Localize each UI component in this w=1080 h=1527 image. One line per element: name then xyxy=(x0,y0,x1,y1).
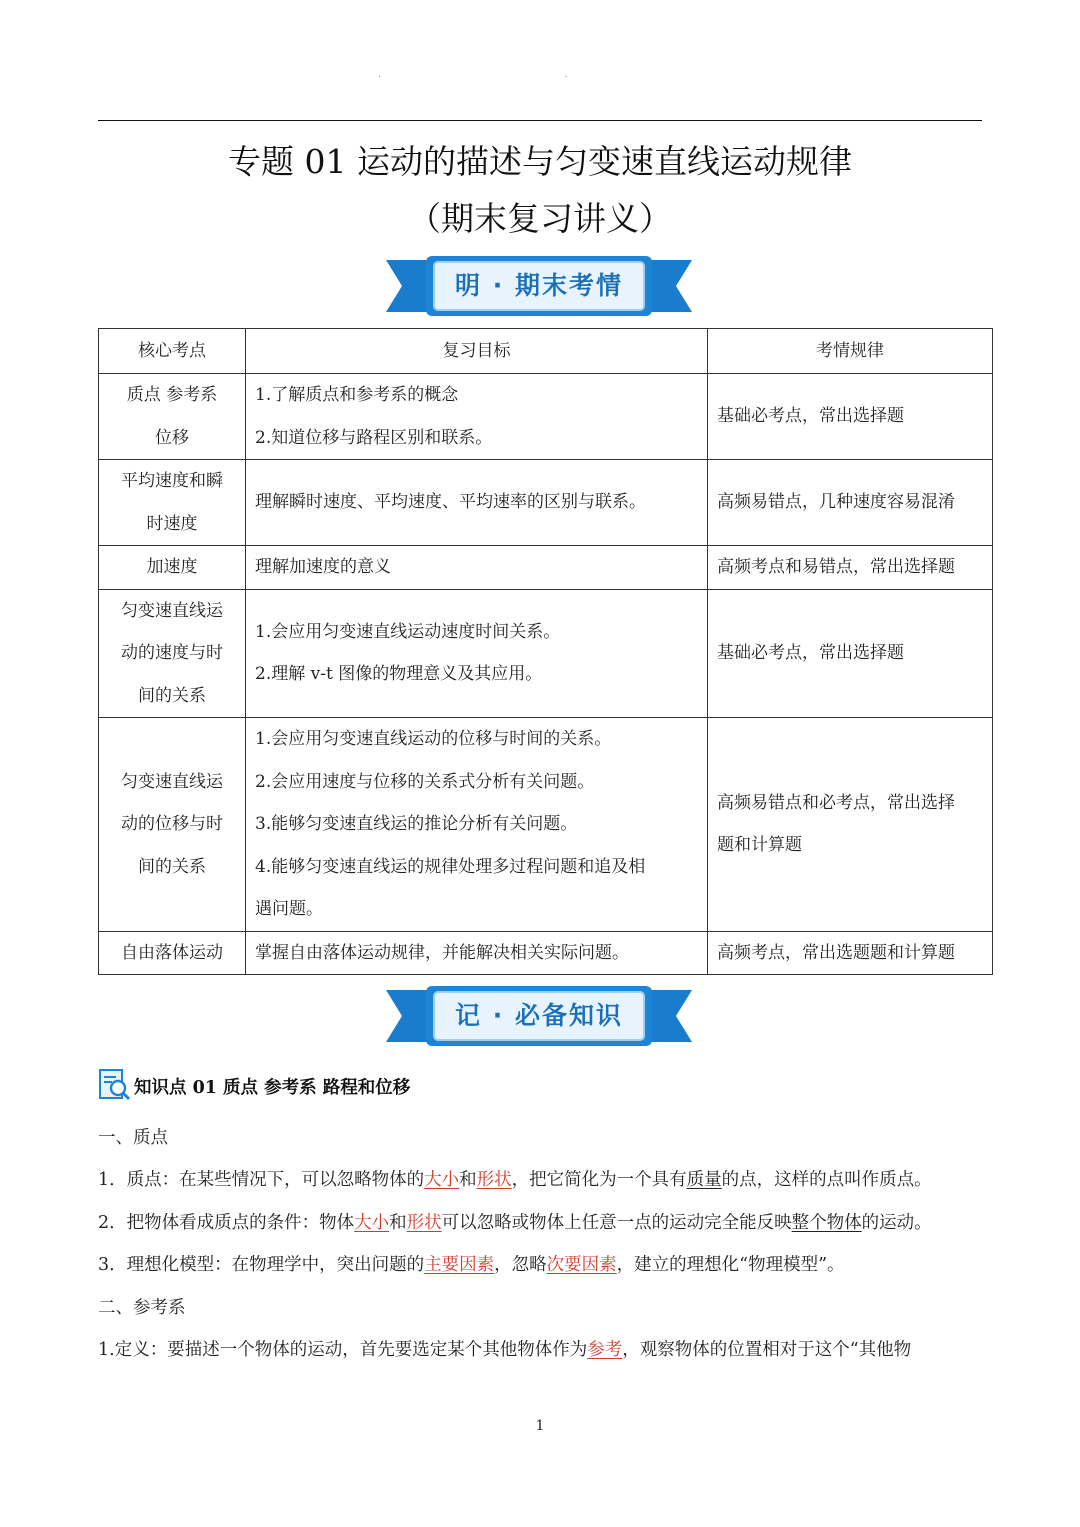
cell-line: 1.了解质点和参考系的概念 xyxy=(255,385,459,405)
text-run: 和 xyxy=(459,1170,477,1190)
page-number: 1 xyxy=(535,1418,545,1434)
text-run: 可以忽略或物体上任意一点的运动完全能反映 xyxy=(441,1213,792,1233)
cell-line: 掌握自由落体运动规律，并能解决相关实际问题。 xyxy=(255,942,629,963)
cell-line: 匀变速直线运 xyxy=(121,600,223,621)
cell-line: 动的速度与时 xyxy=(121,643,223,663)
underlined-keyword: 主要因素 xyxy=(424,1255,495,1275)
magnifier-document-icon xyxy=(98,1068,132,1102)
pattern-cell xyxy=(708,374,993,460)
paragraph-particle-definition xyxy=(98,1166,932,1191)
text-run: 1．质点：在某些情况下，可以忽略物体的 xyxy=(98,1170,425,1190)
topic-cell xyxy=(99,374,246,460)
cell-line: 间的关系 xyxy=(138,856,206,877)
header-watermark: · · xyxy=(378,72,658,83)
page-title: 专题 01 运动的描述与匀变速直线运动规律 xyxy=(228,142,852,181)
pattern-cell xyxy=(708,931,993,975)
table-row xyxy=(99,546,993,590)
pattern-cell xyxy=(708,718,993,932)
paragraph-ideal-model xyxy=(98,1251,845,1276)
cell-line: 高频易错点和必考点，常出选择 xyxy=(717,792,955,813)
cell-line: 1.会应用匀变速直线运动速度时间关系。 xyxy=(255,621,561,642)
pattern-cell xyxy=(708,460,993,546)
page-subtitle: （期末复习讲义） xyxy=(408,199,672,238)
section-title-reference-frame: 二、参考系 xyxy=(98,1298,186,1318)
underlined-keyword: 大小 xyxy=(424,1170,460,1190)
topic-cell xyxy=(99,718,246,932)
cell-line: 高频易错点，几种速度容易混淆 xyxy=(717,492,955,513)
cell-line: 平均速度和瞬 xyxy=(121,471,223,491)
topic-cell xyxy=(99,546,246,590)
paragraph-particle-condition xyxy=(98,1209,932,1234)
cell-line: 匀变速直线运 xyxy=(121,771,223,792)
cell-line: 2.知道位移与路程区别和联系。 xyxy=(255,427,493,448)
table-row xyxy=(99,374,993,460)
underlined-keyword: 大小 xyxy=(354,1213,390,1233)
table-row xyxy=(99,718,993,932)
underlined-keyword: 形状 xyxy=(476,1170,512,1190)
cell-line: 遇问题。 xyxy=(255,899,323,919)
text-run: ，观察物体的位置相对于这个“其他物 xyxy=(622,1340,912,1360)
banner-label: 明 · 期末考情 xyxy=(455,271,623,300)
goals-cell xyxy=(246,718,708,932)
cell-line: 2.会应用速度与位移的关系式分析有关问题。 xyxy=(255,771,595,792)
goals-cell xyxy=(246,931,708,975)
cell-line: 高频考点，常出选题题和计算题 xyxy=(717,942,955,963)
text-run: 和 xyxy=(389,1213,407,1233)
goals-cell xyxy=(246,374,708,460)
cell-line: 理解加速度的意义 xyxy=(255,557,391,577)
cell-line: 理解瞬时速度、平均速度、平均速率的区别与联系。 xyxy=(255,492,646,513)
cell-line: 间的关系 xyxy=(138,685,206,706)
text-run: 3．理想化模型：在物理学中，突出问题的 xyxy=(98,1255,425,1275)
underlined-keyword: 质量 xyxy=(686,1170,722,1190)
cell-line: 动的位移与时 xyxy=(121,814,223,834)
goals-cell xyxy=(246,589,708,718)
knowledge-banner xyxy=(386,986,692,1046)
cell-line: 自由落体运动 xyxy=(121,942,223,963)
topic-cell xyxy=(99,589,246,718)
table-header-row xyxy=(99,329,993,374)
underlined-keyword: 整个物体 xyxy=(791,1213,862,1233)
cell-line: 3.能够匀变速直线运的推论分析有关问题。 xyxy=(255,814,578,834)
exam-info-banner xyxy=(386,256,692,316)
table-row xyxy=(99,460,993,546)
table-row xyxy=(99,931,993,975)
goals-cell xyxy=(246,546,708,590)
knowledge-point-title: 知识点 01 质点 参考系 路程和位移 xyxy=(134,1078,411,1098)
section-title-particle: 一、质点 xyxy=(98,1128,168,1148)
column-header-topic: 核心考点 xyxy=(99,329,246,374)
pattern-cell xyxy=(708,546,993,590)
cell-line: 位移 xyxy=(155,427,189,448)
exam-overview-table xyxy=(98,328,993,975)
cell-line: 题和计算题 xyxy=(717,835,802,856)
cell-line: 时速度 xyxy=(146,513,198,534)
paragraph-reference-frame-definition xyxy=(98,1336,911,1361)
text-run: ，把它简化为一个具有 xyxy=(511,1170,687,1190)
cell-line: 4.能够匀变速直线运的规律处理多过程问题和追及相 xyxy=(255,856,646,877)
header-rule xyxy=(98,120,982,121)
cell-line: 基础必考点，常出选择题 xyxy=(717,406,904,427)
cell-line: 高频考点和易错点，常出选择题 xyxy=(717,557,955,577)
text-run: ，建立的理想化“物理模型”。 xyxy=(616,1255,845,1275)
column-header-pattern: 考情规律 xyxy=(708,329,993,374)
cell-line: 加速度 xyxy=(146,557,198,577)
text-run: 2．把物体看成质点的条件：物体 xyxy=(98,1213,355,1233)
pattern-cell xyxy=(708,589,993,718)
underlined-keyword: 形状 xyxy=(406,1213,442,1233)
underlined-keyword: 次要因素 xyxy=(546,1255,617,1275)
banner-label: 记 · 必备知识 xyxy=(455,1001,623,1030)
cell-line: 1.会应用匀变速直线运动的位移与时间的关系。 xyxy=(255,729,612,749)
topic-cell xyxy=(99,460,246,546)
cell-line: 基础必考点，常出选择题 xyxy=(717,643,904,663)
column-header-goals: 复习目标 xyxy=(246,329,708,374)
table-row xyxy=(99,589,993,718)
cell-line: 质点 参考系 xyxy=(126,385,218,405)
topic-cell xyxy=(99,931,246,975)
goals-cell xyxy=(246,460,708,546)
cell-line: 2.理解 v-t 图像的物理意义及其应用。 xyxy=(255,664,543,685)
underlined-keyword: 参考 xyxy=(587,1340,623,1360)
text-run: 的点，这样的点叫作质点。 xyxy=(721,1170,932,1190)
text-run: 1.定义：要描述一个物体的运动，首先要选定某个其他物体作为 xyxy=(98,1340,588,1360)
text-run: ，忽略 xyxy=(494,1255,547,1275)
text-run: 的运动。 xyxy=(861,1213,932,1233)
